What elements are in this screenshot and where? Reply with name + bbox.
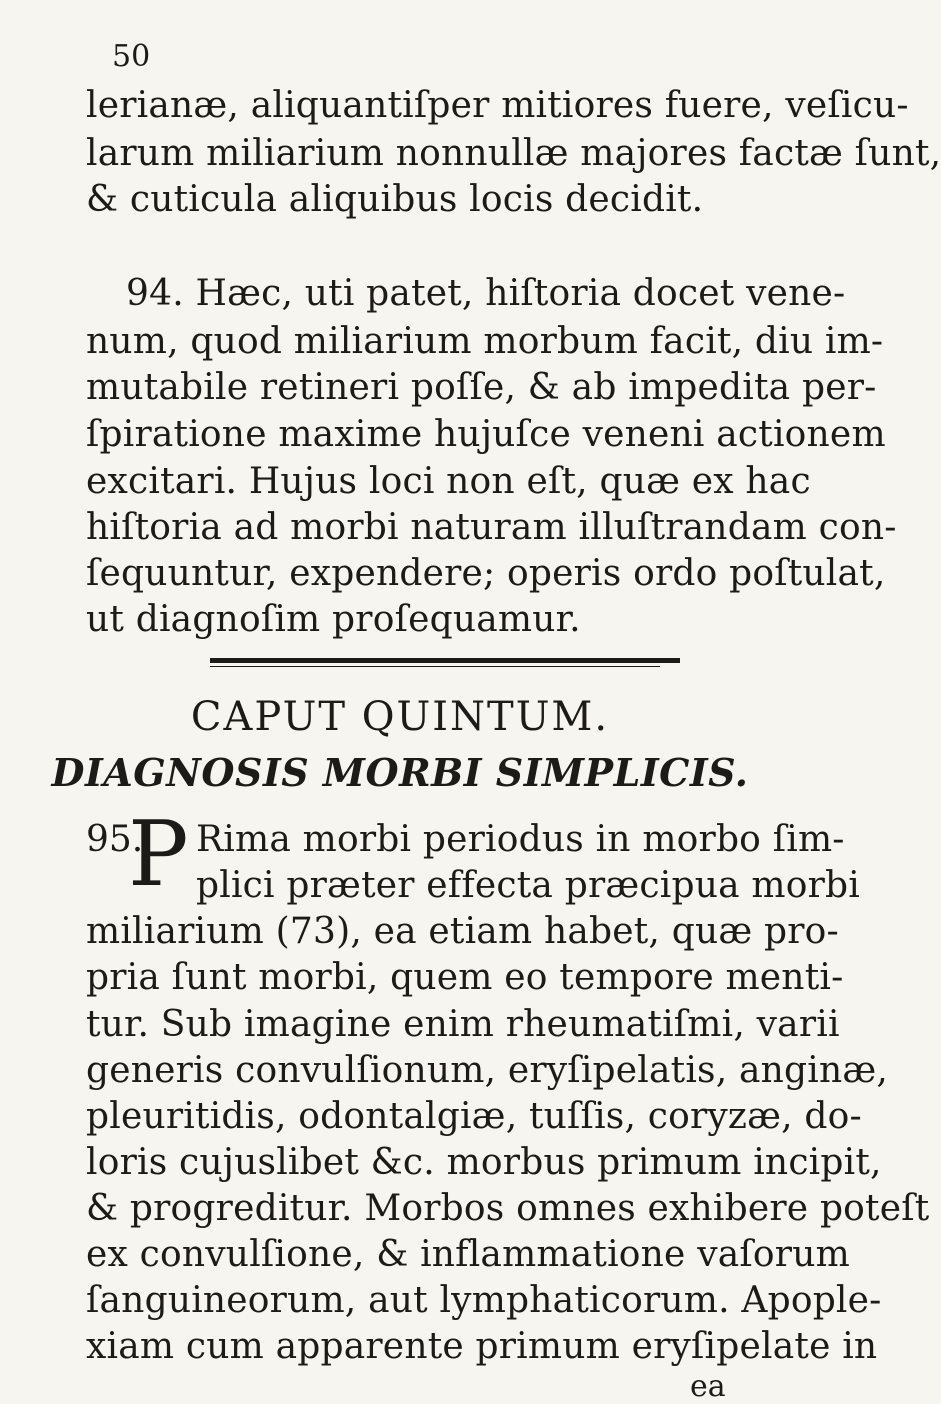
text-line: larum miliarium nonnullæ majores factæ ſunt,	[86, 133, 941, 174]
text-line: ſpiratione maxime hujuſce veneni actionem	[86, 414, 886, 455]
text-line: mutabile retineri poſſe, & ab impedita per-	[86, 367, 877, 408]
text-line: plici præter effecta præcipua morbi	[196, 865, 860, 906]
text-line: 94. Hæc, uti patet, hiſtoria docet vene-	[126, 273, 846, 314]
text-line: ut diagnoſim proſequamur.	[86, 599, 581, 640]
chapter-title: CAPUT QUINTUM.	[190, 694, 610, 740]
text-line: ex convulſione, & inflammatione vaſorum	[86, 1234, 850, 1275]
text-line: pria ſunt morbi, quem eo tempore menti-	[86, 957, 844, 998]
text-line: ſequuntur, expendere; operis ordo poſtulat,	[86, 553, 886, 594]
text-line: & cuticula aliquibus locis decidit.	[86, 179, 704, 220]
text-line: hiſtoria ad morbi naturam illuſtrandam con-	[86, 507, 897, 548]
text-line: generis convulſionum, eryſipelatis, anginæ,	[86, 1050, 889, 1091]
page-number: 50	[112, 39, 151, 74]
text-line: & progreditur. Morbos omnes exhibere poteſt	[86, 1188, 930, 1229]
text-line: num, quod miliarium morbum facit, diu im-	[86, 321, 884, 362]
text-line: tur. Sub imagine enim rheumatiſmi, varii	[86, 1004, 840, 1045]
decorative-rule	[210, 658, 680, 663]
text-line: pleuritidis, odontalgiæ, tuſſis, coryzæ, do-	[86, 1096, 862, 1137]
text-line: miliarium (73), ea etiam habet, quæ pro-	[86, 911, 839, 952]
drop-cap: P	[128, 802, 189, 907]
text-line: excitari. Hujus loci non eſt, quæ ex hac	[86, 461, 811, 502]
paragraph-number: 95.	[86, 819, 144, 860]
text-line: lerianæ, aliquantiſper mitiores fuere, veſicu-	[86, 85, 909, 126]
catchword: ea	[690, 1369, 726, 1404]
text-line: xiam cum apparente primum eryſipelate in	[86, 1326, 878, 1367]
text-line: ſanguineorum, aut lymphaticorum. Apople-	[86, 1280, 882, 1321]
decorative-rule-thin	[210, 666, 660, 667]
text-line: Rima morbi periodus in morbo ſim-	[196, 819, 845, 860]
text-line: loris cujuslibet &c. morbus primum incipit,	[86, 1142, 882, 1183]
chapter-subtitle: DIAGNOSIS MORBI SIMPLICIS.	[51, 750, 749, 795]
